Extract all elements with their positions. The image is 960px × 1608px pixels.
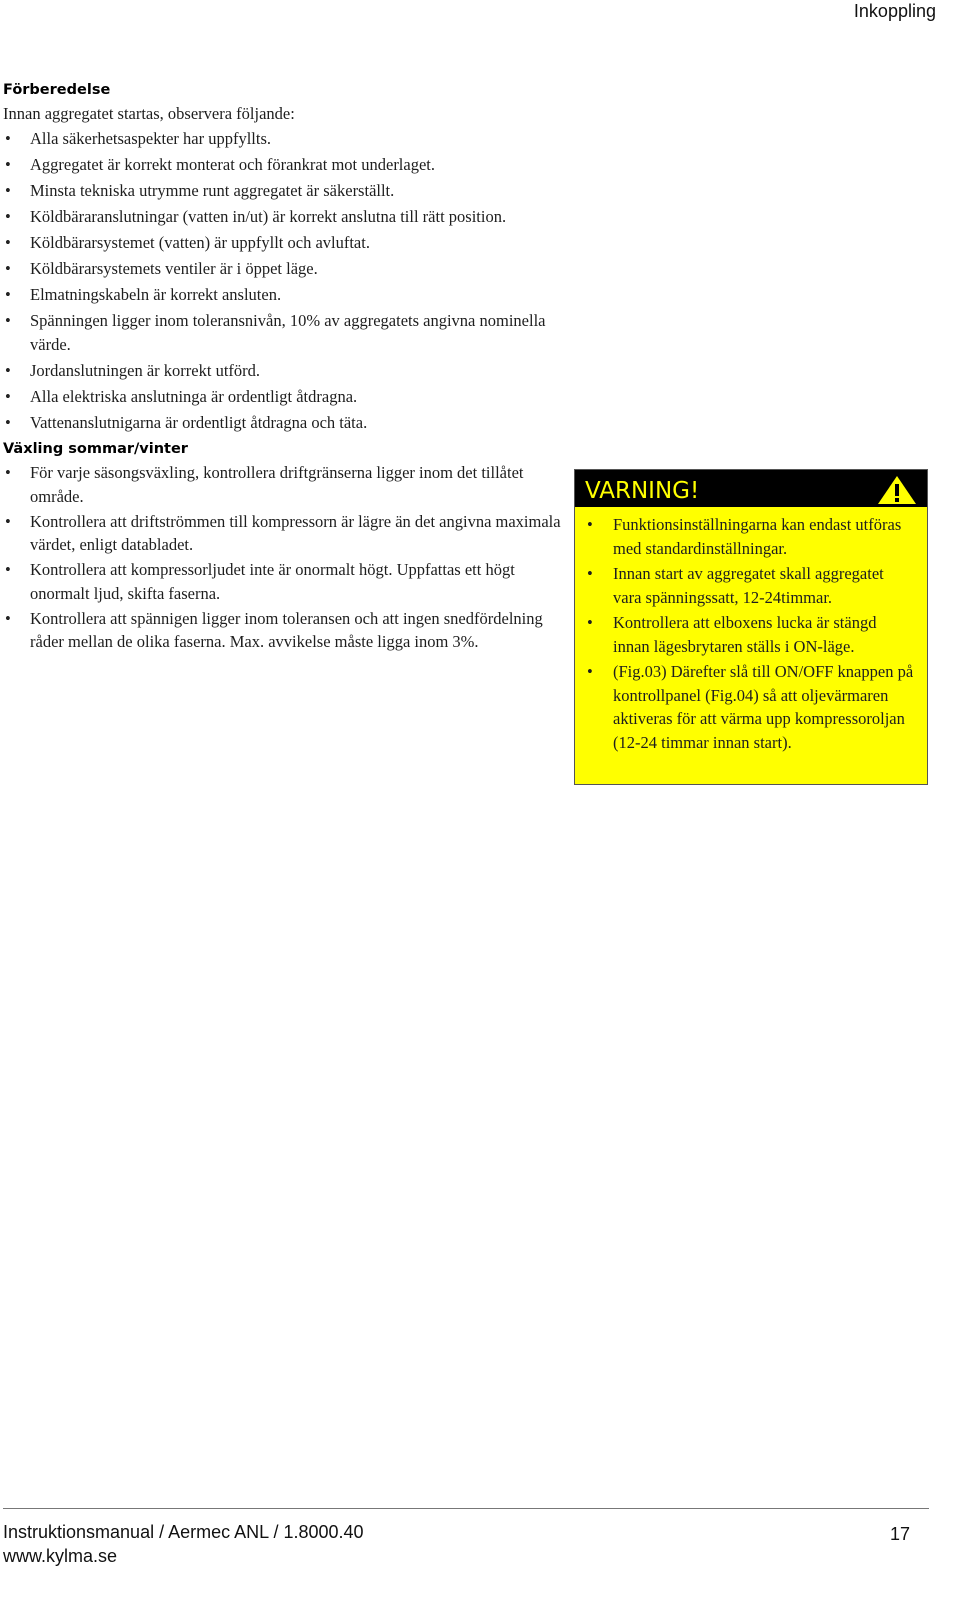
list-item: • Kontrollera att kompressorljudet inte är onormalt högt. Uppfattas ett högt onormalt ljud, skifta faserna. [3,558,573,605]
list-item: • Köldbäraranslutningar (vatten in/ut) är korrekt anslutna till rätt position. [3,205,573,230]
page-number: 17 [889,1524,910,1544]
list-item: • Funktionsinställningarna kan endast utföras med standardinställningar. [585,513,915,560]
season-switch-heading: Växling sommar/vinter [3,441,188,457]
list-item: • Alla elektriska anslutninga är ordentligt åtdragna. [3,385,573,410]
list-item: • För varje säsongsväxling, kontrollera driftgränserna ligger inom det tillåtet område. [3,461,573,508]
season-switch-list [3,461,573,654]
list-item: • Vattenanslutnigarna är ordentligt åtdragna och täta. [3,411,573,436]
preparation-heading: Förberedelse [3,82,111,98]
list-item: • Kontrollera att spännigen ligger inom toleransen och att ingen snedfördelning råder mellan de olika faserna. Max. avvikelse måste ligga inom 3%. [3,607,573,654]
footer-divider [3,1508,929,1509]
list-item: • Innan start av aggregatet skall aggregatet vara spänningssatt, 12-24timmar. [585,562,915,609]
warning-header [575,470,927,507]
preparation-intro: Innan aggregatet startas, observera följande: [3,104,295,123]
list-item: • Kontrollera att elboxens lucka är stängd innan lägesbrytaren ställs i ON-läge. [585,611,915,658]
list-item: • Köldbärarsystemets ventiler är i öppet läge. [3,257,573,282]
list-item: • Kontrollera att driftströmmen till kompressorn är lägre än det angivna maximala värdet, enligt databladet. [3,510,573,557]
warning-box [574,469,928,785]
list-item: • Köldbärarsystemet (vatten) är uppfyllt och avluftat. [3,231,573,256]
preparation-list [3,127,573,436]
warning-list [575,507,927,754]
list-item: • Elmatningskabeln är korrekt ansluten. [3,283,573,308]
footer-website-link[interactable]: www.kylma.se [3,1546,118,1566]
list-item: • Spänningen ligger inom toleransnivån, 10% av aggregatets angivna nominella värde. [3,309,573,358]
list-item: • Minsta tekniska utrymme runt aggregatet är säkerställt. [3,179,573,204]
list-item: • Aggregatet är korrekt monterat och förankrat mot underlaget. [3,153,573,178]
footer-document-title: Instruktionsmanual / Aermec ANL / 1.8000.40 [3,1522,364,1542]
main-content [3,78,573,655]
list-item: • (Fig.03) Därefter slå till ON/OFF knappen på kontrollpanel (Fig.04) så att oljevärmaren aktiveras för att värma upp kompressoroljan (12-24 timmar innan start). [585,660,915,754]
list-item: • Jordanslutningen är korrekt utförd. [3,359,573,384]
warning-title: VARNING! [585,478,700,504]
list-item: • Alla säkerhetsaspekter har uppfyllts. [3,127,573,152]
section-header-label: Inkoppling [853,1,936,21]
warning-triangle-icon [876,474,918,506]
